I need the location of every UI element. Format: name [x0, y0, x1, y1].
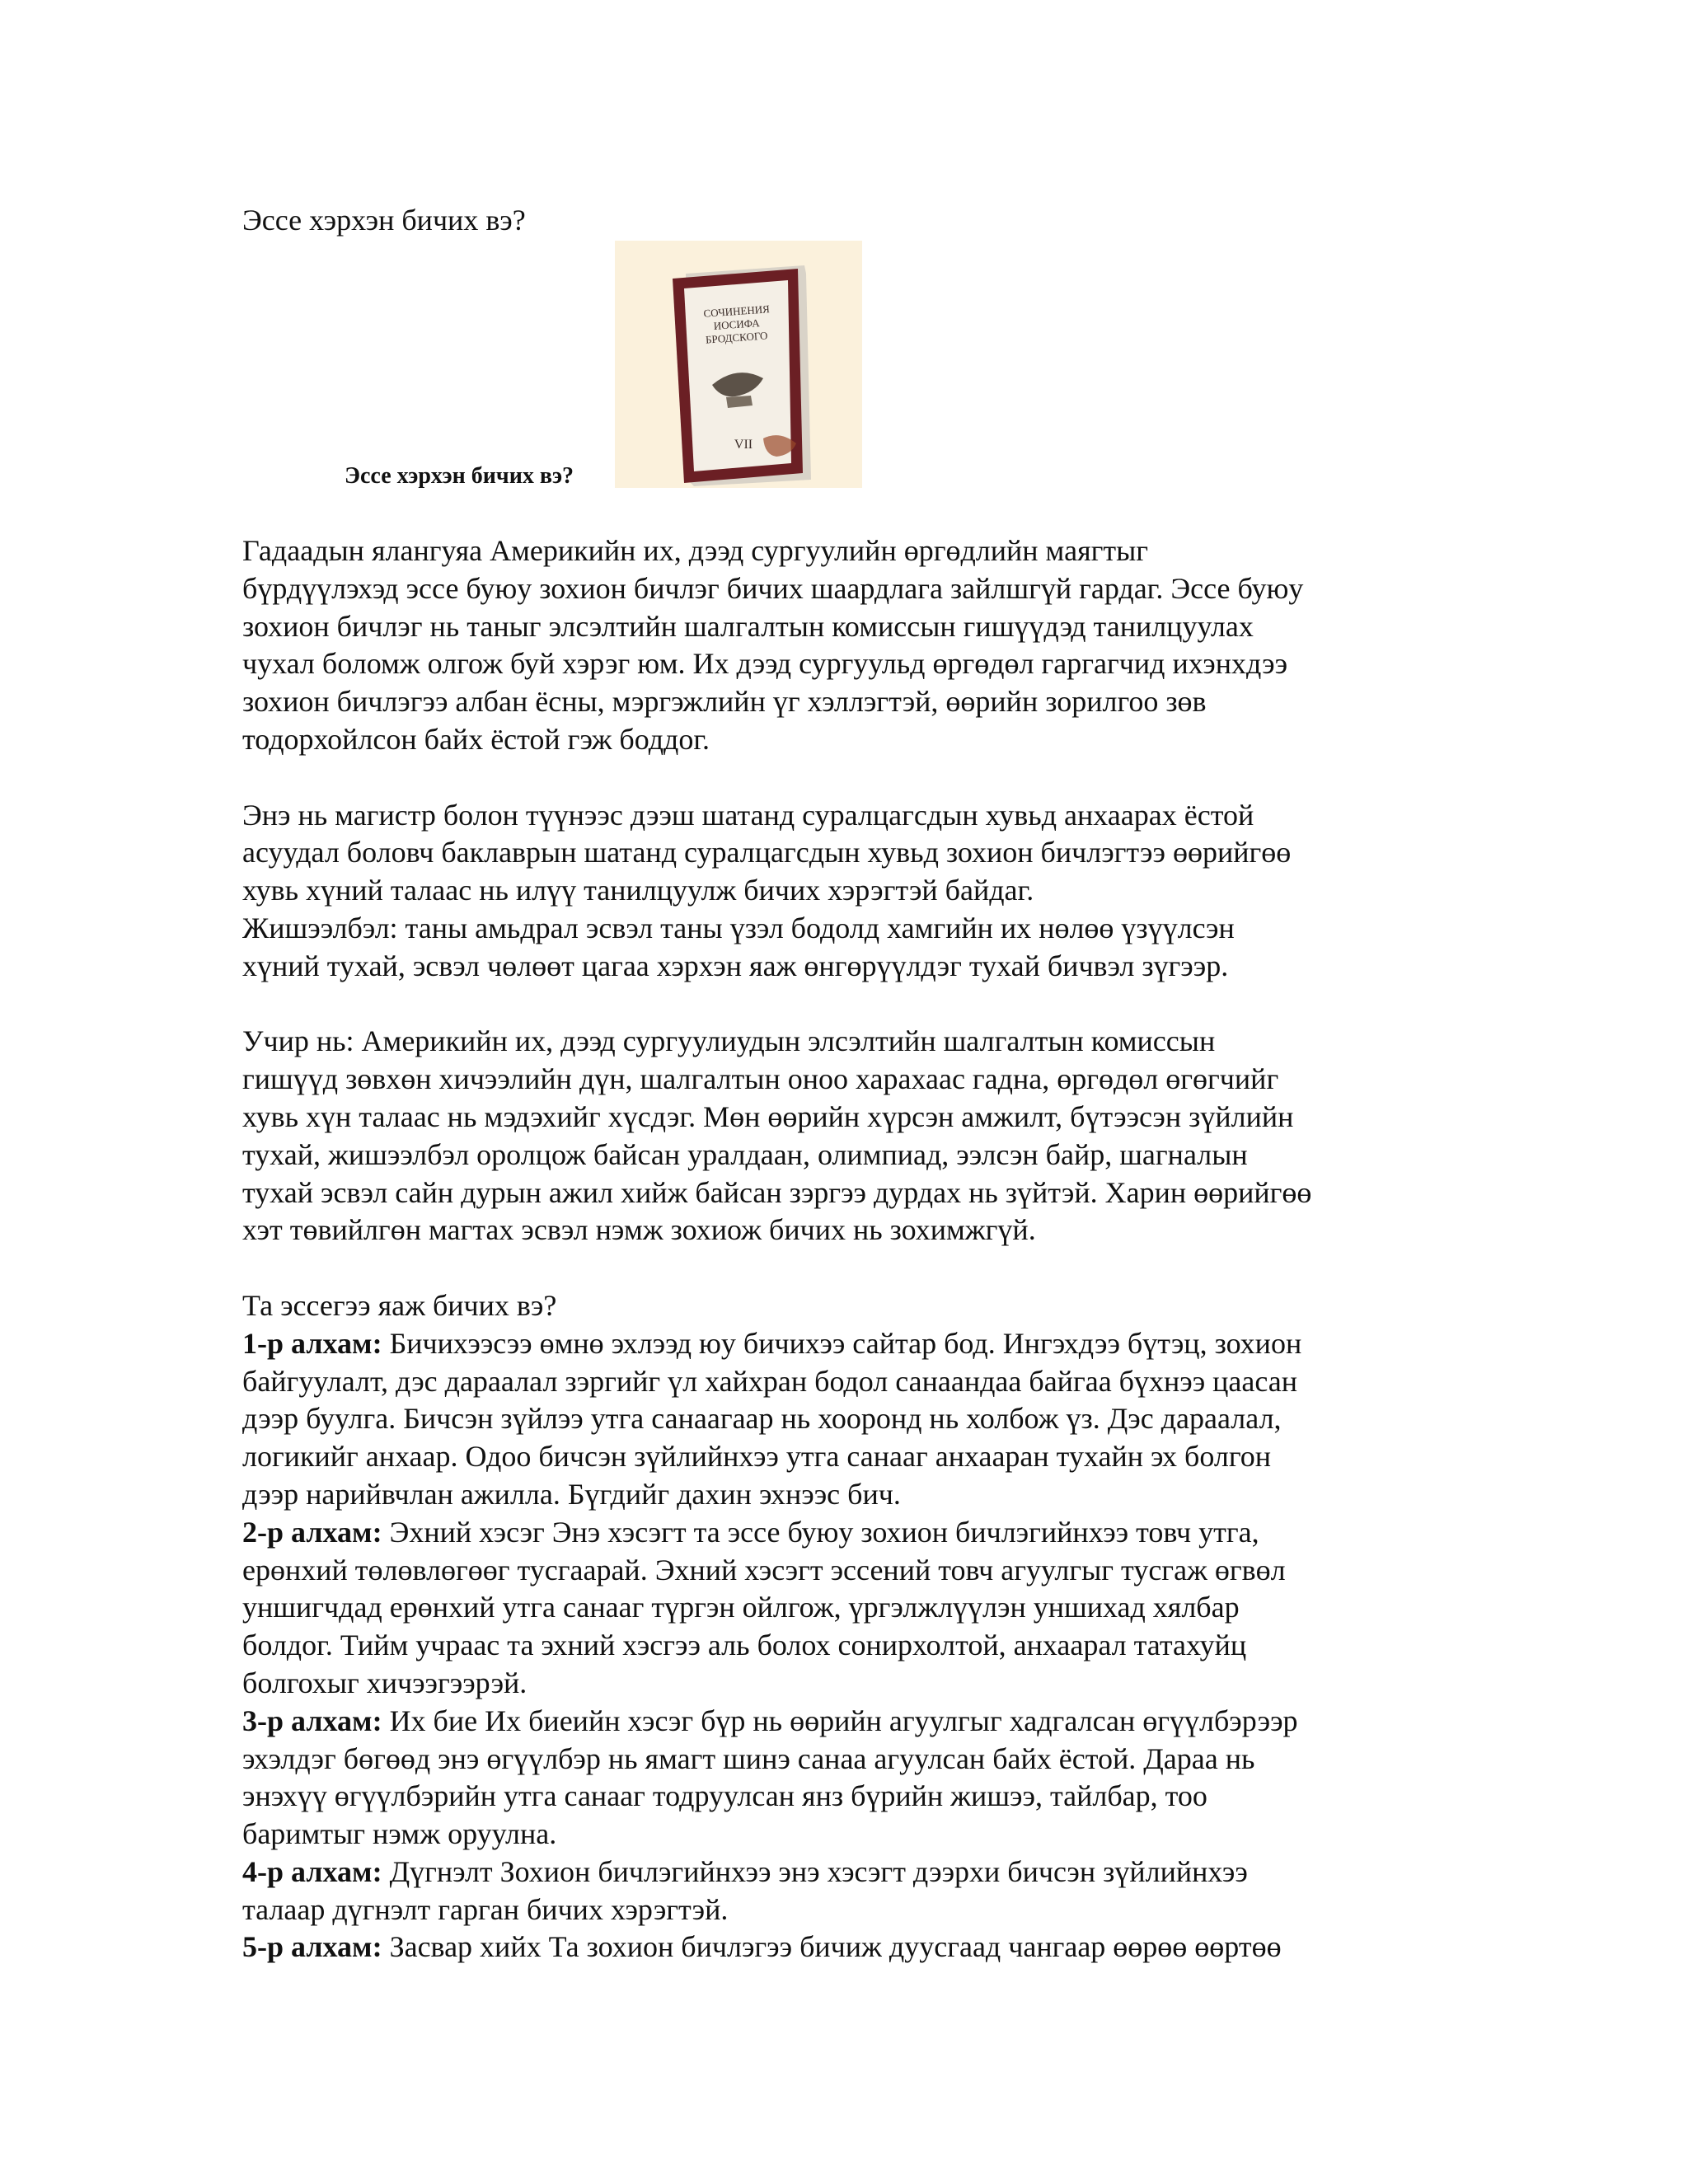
paragraph-1-line: бүрдүүлэхэд эссе буюу зохион бичлэг бичих шаардлага зайлшгүй гардаг. Эссе буюу — [242, 571, 1304, 605]
book-title-line-1: СОЧИНЕНИЯ — [703, 302, 771, 320]
paragraph-2-line: асуудал боловч баклаврын шатанд суралцагсдын хувьд зохион бичлэгтээ өөрийгөө — [242, 836, 1292, 869]
paragraph-3-line: гишүүд зөвхөн хичээлийн дүн, шалгалтын оноо харахаас гадна, өргөдөл өгөгчийг — [242, 1062, 1279, 1096]
paragraph-1-line: чухал боломж олгож буй хэрэг юм. Их дээд сургуульд өргөдөл гаргагчид ихэнхдээ — [242, 647, 1288, 681]
step-2-line: уншигчдад ерөнхий утга санааг түргэн ойлгож, үргэлжлүүлэн уншихад хялбар — [242, 1591, 1240, 1624]
step-3-line: баримтыг нэмж оруулна. — [242, 1817, 557, 1851]
paragraph-1-line: зохион бичлэгээ албан ёсны, мэргэжлийн үг хэллэгтэй, өөрийн зорилгоо зөв — [242, 685, 1207, 719]
paragraph-spacer — [242, 1249, 1454, 1287]
document-body — [242, 532, 1454, 1966]
book-image — [615, 241, 862, 488]
paragraph-2-line: Жишээлбэл: таны амьдрал эсвэл таны үзэл бодолд хамгийн их нөлөө үзүүлсэн — [242, 911, 1235, 944]
step-1-line: байгуулалт, дэс дараалал зэргийг үл хайхран бодол санаандаа байгаа бүхнээ цаасан — [242, 1364, 1298, 1398]
step-4-line — [242, 1854, 1454, 1891]
paragraph-3-line: тухай, жишээлбэл оролцож байсан уралдаан, олимпиад, ээлсэн байр, шагналын — [242, 1137, 1248, 1171]
paragraph-2-line: хүний тухай, эсвэл чөлөөт цагаа хэрхэн яаж өнгөрүүлдэг тухай бичвэл зүгээр. — [242, 949, 1229, 982]
how-to-title: Та эссегээ яаж бичих вэ? — [242, 1288, 557, 1322]
figure-caption: Эссе хэрхэн бичих вэ? — [345, 463, 574, 489]
step-1-line: дээр буулга. Бичсэн зүйлээ утга санаагаар нь хооронд нь холбож үз. Дэс дараалал, — [242, 1402, 1282, 1436]
step-text: Их бие Их биеийн хэсэг бүр нь өөрийн агуулгыг хадгалсан өгүүлбэрээр — [382, 1704, 1298, 1737]
paragraph-spacer — [242, 759, 1454, 797]
paragraph-1-line: тодорхойлсон байх ёстой гэж боддог. — [242, 722, 710, 756]
step-1-line: дээр нарийвчлан ажилла. Бүгдийг дахин эхнээс бич. — [242, 1477, 901, 1511]
step-text: Дүгнэлт Зохион бичлэгийнхээ энэ хэсэгт дээрхи бичсэн зүйлийнхээ — [382, 1854, 1248, 1888]
book-volume-number: VII — [734, 438, 753, 452]
step-2-line: ерөнхий төлөвлөгөөг тусгаарай. Эхний хэсэгт эссений товч агуулгыг тусгаж өгвөл — [242, 1553, 1286, 1586]
step-3-line: эхэлдэг бөгөөд энэ өгүүлбэр нь ямагт шинэ санаа агуулсан байх ёстой. Дараа нь — [242, 1741, 1255, 1775]
book-title-line-3: БРОДСКОГО — [705, 329, 768, 346]
book-title-line-2: ИОСИФА — [713, 316, 761, 332]
step-3-line — [242, 1703, 1454, 1741]
document-title: Эссе хэрхэн бичих вэ? — [242, 204, 526, 237]
step-2-line: болгохыг хичээгээрэй. — [242, 1666, 528, 1699]
paragraph-3-line: хэт төвийлгөн магтах эсвэл нэмж зохиож бичих нь зохимжгүй. — [242, 1213, 1036, 1247]
step-label: 2-р алхам: — [242, 1515, 382, 1549]
step-2-line: болдог. Тийм учраас та эхний хэсгээ аль болох сонирхолтой, анхаарал татахуйц — [242, 1629, 1247, 1662]
step-1-line — [242, 1325, 1454, 1363]
paragraph-2-line: хувь хүний талаас нь илүү танилцуулж бичих хэрэгтэй байдаг. — [242, 874, 1034, 907]
book-illustration — [615, 241, 862, 488]
step-3-line: энэхүү өгүүлбэрийн утга санааг тодруулсан янз бүрийн жишээ, тайлбар, тоо — [242, 1779, 1207, 1813]
paragraph-3-line: Учир нь: Америкийн их, дээд сургуулиудын элсэлтийн шалгалтын комиссын — [242, 1024, 1216, 1058]
step-5-line — [242, 1929, 1454, 1966]
paragraph-spacer — [242, 986, 1454, 1024]
step-1-line: логикийг анхаар. Одоо бичсэн зүйлийнхээ утга санааг анхааран тухайн эх болгон — [242, 1440, 1271, 1474]
step-label: 4-р алхам: — [242, 1854, 382, 1888]
paragraph-1-line: Гадаадын ялангуяа Америкийн их, дээд сургуулийн өргөдлийн маягтыг — [242, 534, 1149, 567]
step-label: 5-р алхам: — [242, 1930, 382, 1964]
step-label: 1-р алхам: — [242, 1326, 382, 1360]
step-4-line: талаар дүгнэлт гарган бичих хэрэгтэй. — [242, 1892, 729, 1926]
step-text: Эхний хэсэг Энэ хэсэгт та эссе буюу зохион бичлэгийнхээ товч утга, — [382, 1515, 1259, 1549]
step-text: Засвар хийх Та зохион бичлэгээ бичиж дуусгаад чангаар өөрөө өөртөө — [382, 1930, 1282, 1964]
paragraph-3-line: тухай эсвэл сайн дурын ажил хийж байсан зэргээ дурдах нь зүйтэй. Харин өөрийгөө — [242, 1175, 1312, 1209]
paragraph-2-line: Энэ нь магистр болон түүнээс дээш шатанд суралцагсдын хувьд анхаарах ёстой — [242, 798, 1254, 832]
step-2-line — [242, 1514, 1454, 1552]
paragraph-3-line: хувь хүн талаас нь мэдэхийг хүсдэг. Мөн өөрийн хүрсэн амжилт, бүтээсэн зүйлийн — [242, 1099, 1294, 1133]
step-label: 3-р алхам: — [242, 1704, 382, 1737]
step-text: Бичихээсээ өмнө эхлээд юу бичихээ сайтар бод. Ингэхдээ бүтэц, зохион — [382, 1326, 1302, 1360]
paragraph-1-line: зохион бичлэг нь таныг элсэлтийн шалгалтын комиссын гишүүдэд танилцуулах — [242, 609, 1254, 643]
